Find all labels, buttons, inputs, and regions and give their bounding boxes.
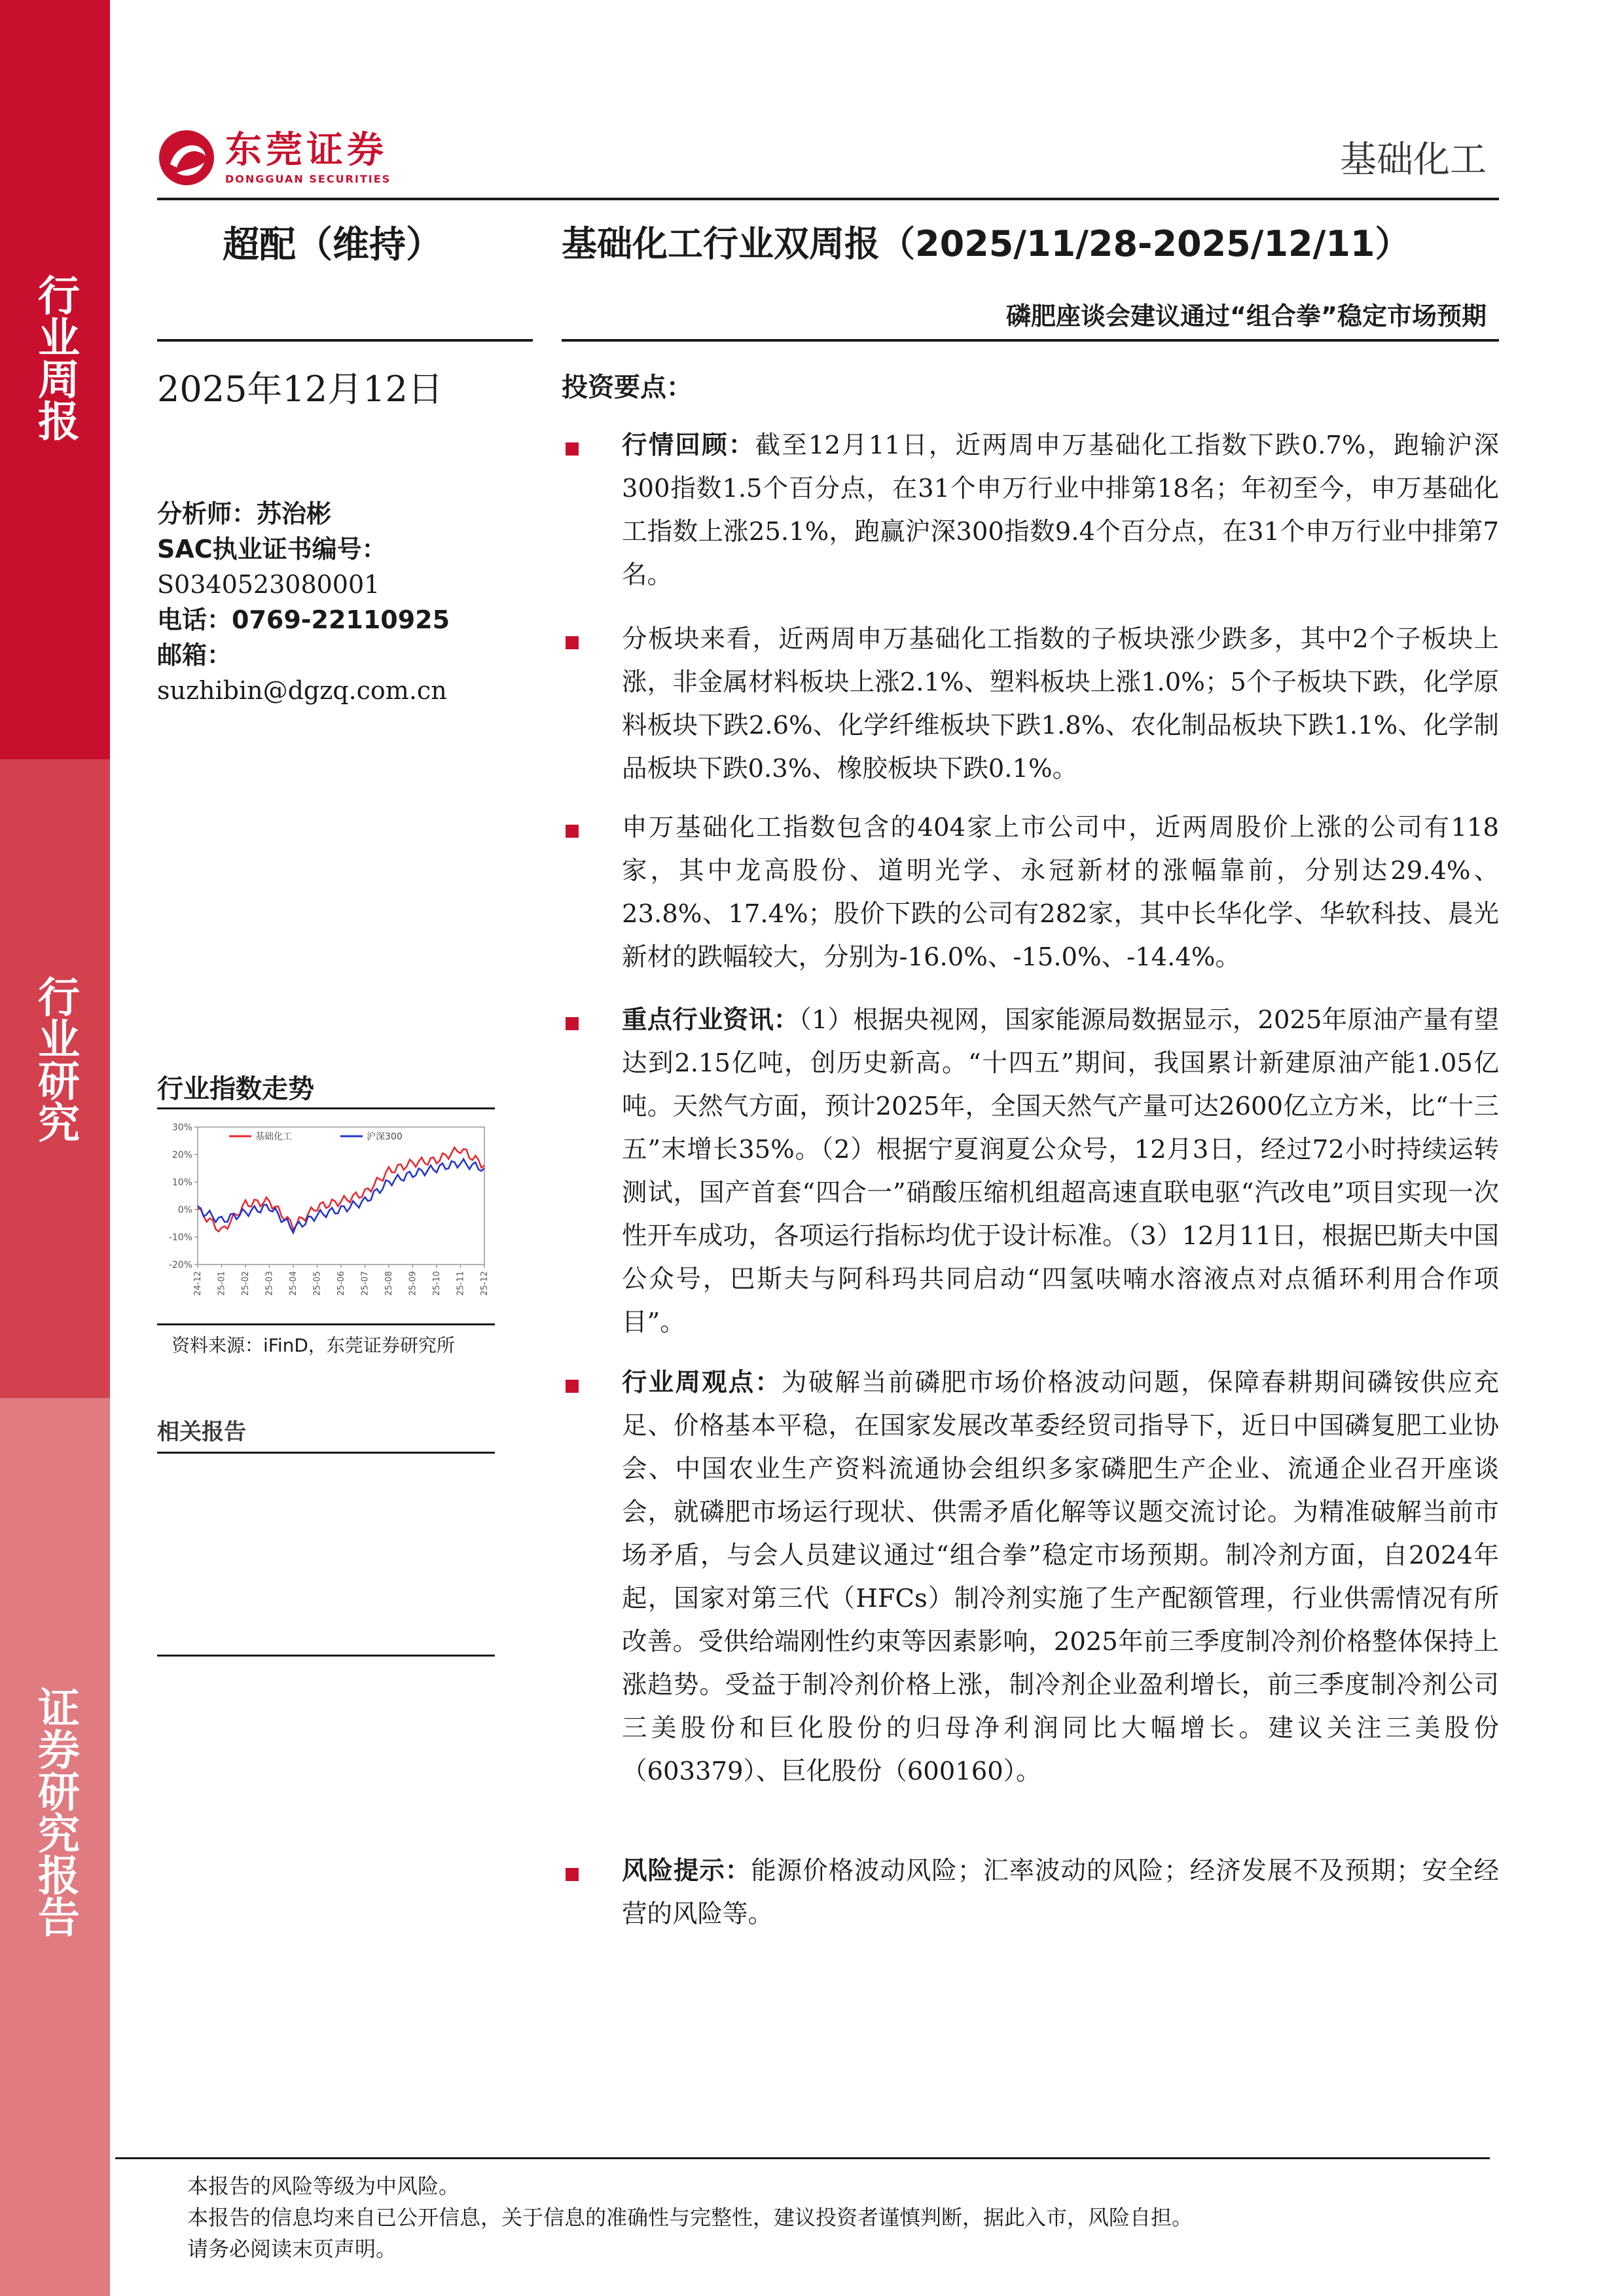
x-tick-label: 25-03 (264, 1271, 275, 1296)
title-divider-right (562, 339, 1499, 342)
series-line-hs300 (198, 1159, 484, 1233)
footer-risk-level: 本报告的风险等级为中风险。 (187, 2174, 460, 2198)
sac-label: SAC执业证书编号： (157, 535, 387, 564)
x-tick-label: 25-10 (432, 1271, 442, 1296)
sidebar-segment-report (0, 1398, 110, 2296)
bullet-text: 分板块来看，近两周申万基础化工指数的子板块涨少跌多，其中2个子板块上涨，非金属材料板块上涨2.1%、塑料板块上涨1.0%；5个子板块下跌，化学原料板块下跌2.6%、化学纤维板块下跌1.8%、农化制品板块下跌1.1%、化学制品板块下跌0.3%、橡胶板块下跌0.1%。 (622, 624, 1499, 783)
logo-swirl-icon (157, 128, 216, 187)
sidebar-segment-research (0, 759, 110, 1398)
related-divider-bottom (157, 1655, 495, 1657)
bullet-text: （1）根据央视网，国家能源局数据显示，2025年原油产量有望达到2.15亿吨，创历史新高。“十四五”期间，我国累计新建原油产能1.05亿吨。天然气方面，预计2025年，全国天然气产量可达2600亿立方米，比“十三五”末增长35%。（2）根据宁夏润夏公众号，12月3日，经过72小时持续运转测试，国产首套“四合一”硝酸压缩机组超高速直联电驱“汽改电”项目实现一次性开车成功，各项运行指标均优于设计标准。（3）12月11日，根据巴斯夫中国公众号，巴斯夫与阿科玛共同启动“四氢呋喃水溶液点对点循环利用合作项目”。 (622, 1005, 1499, 1337)
chart-bottom-divider (157, 1323, 495, 1325)
footer (187, 2170, 1193, 2265)
y-tick-label: -10% (168, 1232, 192, 1243)
company-logo (157, 128, 391, 187)
x-tick-label: 25-06 (336, 1271, 346, 1296)
bullet-stocks (562, 806, 1499, 979)
sac-number: S0340523080001 (157, 570, 380, 599)
bullet-text: 截至12月11日，近两周申万基础化工指数下跌0.7%，跑输沪深300指数1.5个百分点，在31个申万行业中排第18名；年初至今，申万基础化工指数上涨25.1%，跑赢沪深300指数9.4个百分点，在31个申万行业中排第7名。 (622, 431, 1499, 590)
x-tick-label: 24-12 (193, 1271, 203, 1296)
chart-frame (198, 1127, 484, 1265)
bullet-key: 风险提示： (622, 1856, 751, 1886)
bullet-square-icon (566, 1868, 579, 1881)
bullet-key: 行业周观点： (622, 1368, 782, 1397)
sidebar-label-report: 证券研究报告 (31, 1686, 79, 1937)
y-tick-label: 30% (171, 1122, 192, 1133)
logo-english: DONGGUAN SECURITIES (225, 172, 391, 185)
title-divider-left (157, 339, 533, 342)
y-tick-label: 20% (171, 1150, 192, 1160)
x-tick-label: 25-04 (289, 1271, 298, 1296)
bullet-text: 申万基础化工指数包含的404家上市公司中，近两周股价上涨的公司有118家，其中龙高股份、道明光学、永冠新材的涨幅靠前，分别达29.4%、23.8%、17.4%；股价下跌的公司有282家，其中长华化学、华软科技、晨光新材的跌幅较大，分别为-16.0%、-15.0%、-14.4%。 (622, 813, 1499, 972)
bullet-key: 行情回顾： (622, 431, 755, 460)
bullet-text: 能源价格波动风险；汇率波动的风险；经济发展不及预期；安全经营的风险等。 (622, 1856, 1499, 1929)
x-tick-label: 25-05 (312, 1271, 323, 1296)
sector-label: 基础化工 (1340, 139, 1487, 181)
footer-read-notice: 请务必阅读末页声明。 (187, 2236, 397, 2261)
related-divider-top (157, 1452, 495, 1454)
footer-disclaimer: 本报告的信息均来自已公开信息，关于信息的准确性与完整性，建议投资者谨慎判断，据此入市，风险自担。 (187, 2205, 1193, 2230)
report-subtitle: 磷肥座谈会建议通过“组合拳”稳定市场预期 (1006, 302, 1487, 331)
chart-source: 资料来源：iFinD，东莞证券研究所 (171, 1335, 455, 1356)
index-chart-svg (157, 1113, 495, 1319)
bullet-square-icon (566, 442, 579, 456)
sidebar-segment-weekly (0, 0, 110, 759)
investment-highlights-heading: 投资要点： (562, 372, 693, 403)
x-tick-label: 25-08 (384, 1271, 394, 1296)
x-tick-label: 25-11 (456, 1271, 466, 1296)
y-tick-label: 0% (177, 1205, 192, 1215)
x-tick-label: 25-02 (241, 1271, 251, 1296)
sidebar-label-research: 行业研究 (31, 975, 79, 1143)
bullet-square-icon (566, 636, 579, 649)
related-reports-heading: 相关报告 (157, 1419, 246, 1445)
y-tick-label: 10% (171, 1177, 192, 1188)
index-title-divider (157, 1107, 495, 1109)
legend-label: 沪深300 (367, 1132, 403, 1142)
bullet-text: 为破解当前磷肥市场价格波动问题，保障春耕期间磷铵供应充足、价格基本平稳，在国家发展改革委经贸司指导下，近日中国磷复肥工业协会、中国农业生产资料流通协会组织多家磷肥生产企业、流通企业召开座谈会，就磷肥市场运行现状、供需矛盾化解等议题交流讨论。为精准破解当前市场矛盾，与会人员建议通过“组合拳”稳定市场预期。制冷剂方面，自2024年起，国家对第三代（HFCs）制冷剂实施了生产配额管理，行业供需情况有所改善。受供给端刚性约束等因素影响，2025年前三季度制冷剂价格整体保持上涨趋势。受益于制冷剂价格上涨，制冷剂企业盈利增长，前三季度制冷剂公司三美股份和巨化股份的归母净利润同比大幅增长。建议关注三美股份（603379）、巨化股份（600160）。 (622, 1368, 1499, 1786)
bullet-risk (562, 1850, 1499, 1936)
index-trend-chart (157, 1113, 495, 1322)
sidebar (0, 0, 110, 2296)
x-tick-label: 25-09 (408, 1271, 418, 1296)
bullet-market-review (562, 424, 1499, 597)
analyst-info (157, 496, 450, 708)
report-date: 2025年12月12日 (157, 368, 443, 410)
rating: 超配（维持） (223, 224, 442, 266)
series-line-chemical (198, 1147, 484, 1232)
report-title: 基础化工行业双周报（2025/11/28-2025/12/11） (562, 223, 1411, 264)
bullet-weekly-view (562, 1361, 1499, 1793)
x-tick-label: 25-12 (480, 1271, 490, 1296)
header-divider (157, 198, 1499, 200)
analyst-name: 分析师：苏治彬 (157, 499, 332, 528)
logo-chinese: 东莞证券 (225, 128, 388, 171)
bullet-sub-sectors (562, 618, 1499, 791)
bullet-square-icon (566, 1017, 579, 1030)
bullet-square-icon (566, 825, 579, 838)
legend-label: 基础化工 (255, 1132, 292, 1142)
bullet-key: 重点行业资讯： (622, 1005, 799, 1035)
x-tick-label: 25-01 (217, 1271, 227, 1296)
footer-divider (115, 2157, 1490, 2159)
bullet-industry-news (562, 999, 1499, 1344)
y-tick-label: -20% (168, 1260, 192, 1270)
phone: 电话：0769-22110925 (157, 605, 450, 634)
index-chart-title: 行业指数走势 (157, 1074, 314, 1104)
bullet-square-icon (566, 1380, 579, 1393)
sidebar-label-weekly: 行业周报 (31, 274, 79, 441)
x-tick-label: 25-07 (360, 1271, 370, 1296)
email-label: 邮箱： (157, 641, 232, 670)
email-address[interactable]: suzhibin@dgzq.com.cn (157, 676, 447, 705)
